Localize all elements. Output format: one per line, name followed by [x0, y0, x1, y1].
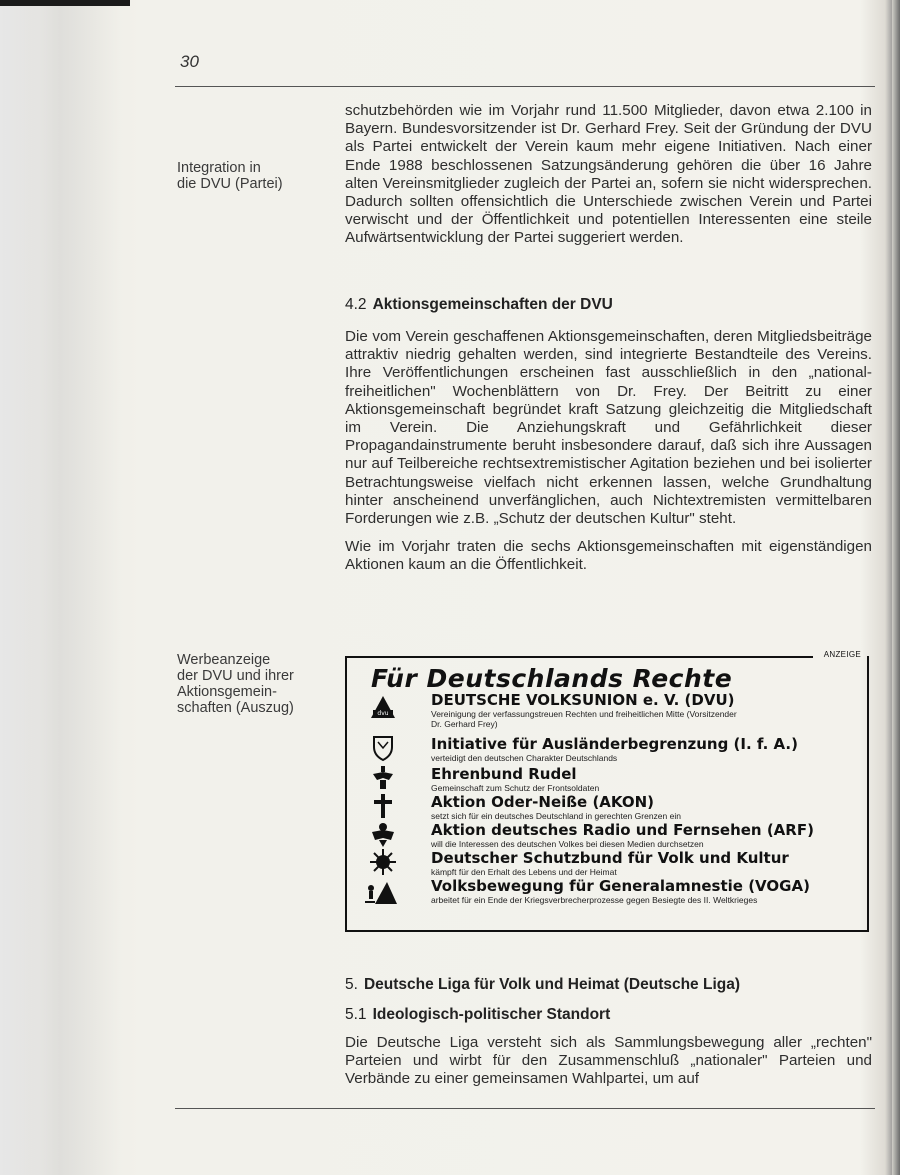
- margin-note-line: Integration in: [177, 160, 261, 176]
- margin-note-line: Aktionsgemein-: [177, 684, 277, 700]
- header-rule: [175, 86, 875, 87]
- shield-crest-icon: [369, 734, 397, 762]
- svg-text:dvu: dvu: [377, 710, 389, 717]
- mountain-figure-icon: [363, 878, 399, 906]
- page-number: 30: [180, 52, 199, 71]
- margin-note-line: der DVU und ihrer: [177, 668, 294, 684]
- org-name: Volksbewegung für Generalamnestie (VOGA): [431, 877, 810, 895]
- section-5-1-body: [345, 1034, 872, 1099]
- section-5-heading: [345, 976, 740, 994]
- page-binding-shadow: [0, 0, 120, 1175]
- ad-org-akon: [431, 794, 861, 821]
- org-desc: Gemeinschaft zum Schutz der Frontsoldaten: [431, 783, 600, 793]
- ad-org-dvu: [431, 692, 861, 729]
- paragraph: Die vom Verein geschaffenen Aktionsgemeinschaften, deren Mitgliedsbeiträge attraktiv niedrig gehalten werden, sind integrierte Bestandteile des Vereins. Ihre Veröffentlichungen erscheinen fast ausschließlich in den „national-freiheitlichen" Wochenblättern von Dr. Frey. Der Beitritt zu einer Aktionsgemeinschaft begründet kraft Satzung gleichzeitig die Mitgliedschaft im Verein. Die Anziehungskraft und Gefährlichkeit dieser Propagandainstrumente beruht insbesondere darauf, daß sich ihre Aussagen nur auf Teilbereiche rechtsextremistischer Agitation beziehen und bei isolierter Betrachtungsweise vielfach nicht erkennen lassen, welche Grundhaltung hinter anscheinend unverfänglichen, auch Nichtextremisten vermittelbaren Forderungen wie z.B. „Schutz der deutschen Kultur" steht.: [345, 328, 872, 528]
- org-name: DEUTSCHE VOLKSUNION e. V. (DVU): [431, 691, 735, 709]
- section-number: 4.2: [345, 296, 367, 313]
- footer-rule: [175, 1108, 875, 1109]
- ad-org-arf: [431, 822, 861, 849]
- ad-label: ANZEIGE: [823, 650, 861, 659]
- org-desc: arbeitet für ein Ende der Kriegsverbrecherprozesse gegen Besiegte des II. Weltkrieges: [431, 895, 758, 905]
- margin-note-line: Werbeanzeige: [177, 652, 271, 668]
- section-5-1-heading: [345, 1006, 610, 1024]
- ad-org-ehrenbund: [431, 766, 861, 793]
- org-name: Deutscher Schutzbund für Volk und Kultur: [431, 849, 789, 867]
- cross-icon: [369, 792, 397, 820]
- org-desc: setzt sich für ein deutsches Deutschland in gerechten Grenzen ein: [431, 811, 681, 821]
- margin-note-line: schaften (Auszug): [177, 700, 294, 716]
- section-number: 5.1: [345, 1006, 367, 1023]
- intro-paragraph: schutzbehörden wie im Vorjahr rund 11.500 Mitglieder, davon etwa 2.100 in Bayern. Bundesvorsitzender ist Dr. Gerhard Frey. Seit der Gründung der DVU als Partei entwickelt der Verein kaum mehr eigene Initiativen. Nach einer Ende 1988 beschlossenen Satzungsänderung gehören die über 16 Jahre alten Vereinsmitglieder zugleich der Partei an, sofern sie nicht widersprechen. Dadurch sollten offensichtlich die Unterschiede zwischen Verein und Partei verwischt und der Öffentlichkeit und potentiellen Interessenten eine steile Aufwärtsentwicklung der Partei suggeriert werden.: [345, 102, 872, 247]
- org-desc: verteidigt den deutschen Charakter Deutschlands: [431, 753, 618, 763]
- org-name: Aktion deutsches Radio und Fernsehen (ARF): [431, 821, 814, 839]
- margin-note-werbeanzeige: [177, 652, 294, 716]
- intro-paragraph-block: [345, 102, 872, 258]
- scan-edge-top: [0, 0, 130, 6]
- advertisement: [345, 650, 867, 932]
- org-name: Ehrenbund Rudel: [431, 765, 577, 783]
- scan-edge-right: [892, 0, 900, 1175]
- eagle-emblem-icon: [369, 764, 397, 792]
- dvu-logo-icon: [369, 692, 397, 720]
- section-title: Aktionsgemeinschaften der DVU: [372, 296, 613, 313]
- section-title: Deutsche Liga für Volk und Heimat (Deutsche Liga): [363, 976, 741, 993]
- section-4-2-body: [345, 328, 872, 585]
- org-desc: Vereinigung der verfassungstreuen Rechten und freiheitlichen Mitte (Vorsitzender: [431, 709, 737, 719]
- org-desc: kämpft für den Erhalt des Lebens und der Heimat: [431, 867, 617, 877]
- section-number: 5.: [345, 976, 358, 993]
- org-desc: Dr. Gerhard Frey): [431, 719, 498, 729]
- margin-note-integration: [177, 160, 283, 192]
- paragraph: Die Deutsche Liga versteht sich als Sammlungsbewegung aller „rechten" Parteien und wirbt für den Zusammenschluß „nationaler" Parteien und Verbände zu einer gemeinsamen Wahlpartei, um auf: [345, 1034, 872, 1088]
- ad-top-rule: [345, 656, 813, 658]
- sunburst-emblem-icon: [369, 848, 397, 876]
- section-title: Ideologisch-politischer Standort: [372, 1006, 611, 1023]
- org-name: Aktion Oder-Neiße (AKON): [431, 793, 655, 811]
- org-name: Initiative für Ausländerbegrenzung (I. f. A.): [431, 735, 798, 753]
- ad-org-ifa: [431, 736, 861, 763]
- ad-org-schutzbund: [431, 850, 861, 877]
- paragraph: Wie im Vorjahr traten die sechs Aktionsgemeinschaften mit eigenständigen Aktionen kaum an die Öffentlichkeit.: [345, 538, 872, 574]
- eagle-icon: [369, 820, 397, 848]
- margin-note-line: die DVU (Partei): [177, 176, 283, 192]
- ad-org-voga: [431, 878, 861, 905]
- section-4-2-heading: [345, 296, 613, 314]
- org-desc: will die Interessen des deutschen Volkes bei diesen Medien durchsetzen: [431, 839, 704, 849]
- ad-title: Für Deutschlands Rechte: [371, 664, 733, 693]
